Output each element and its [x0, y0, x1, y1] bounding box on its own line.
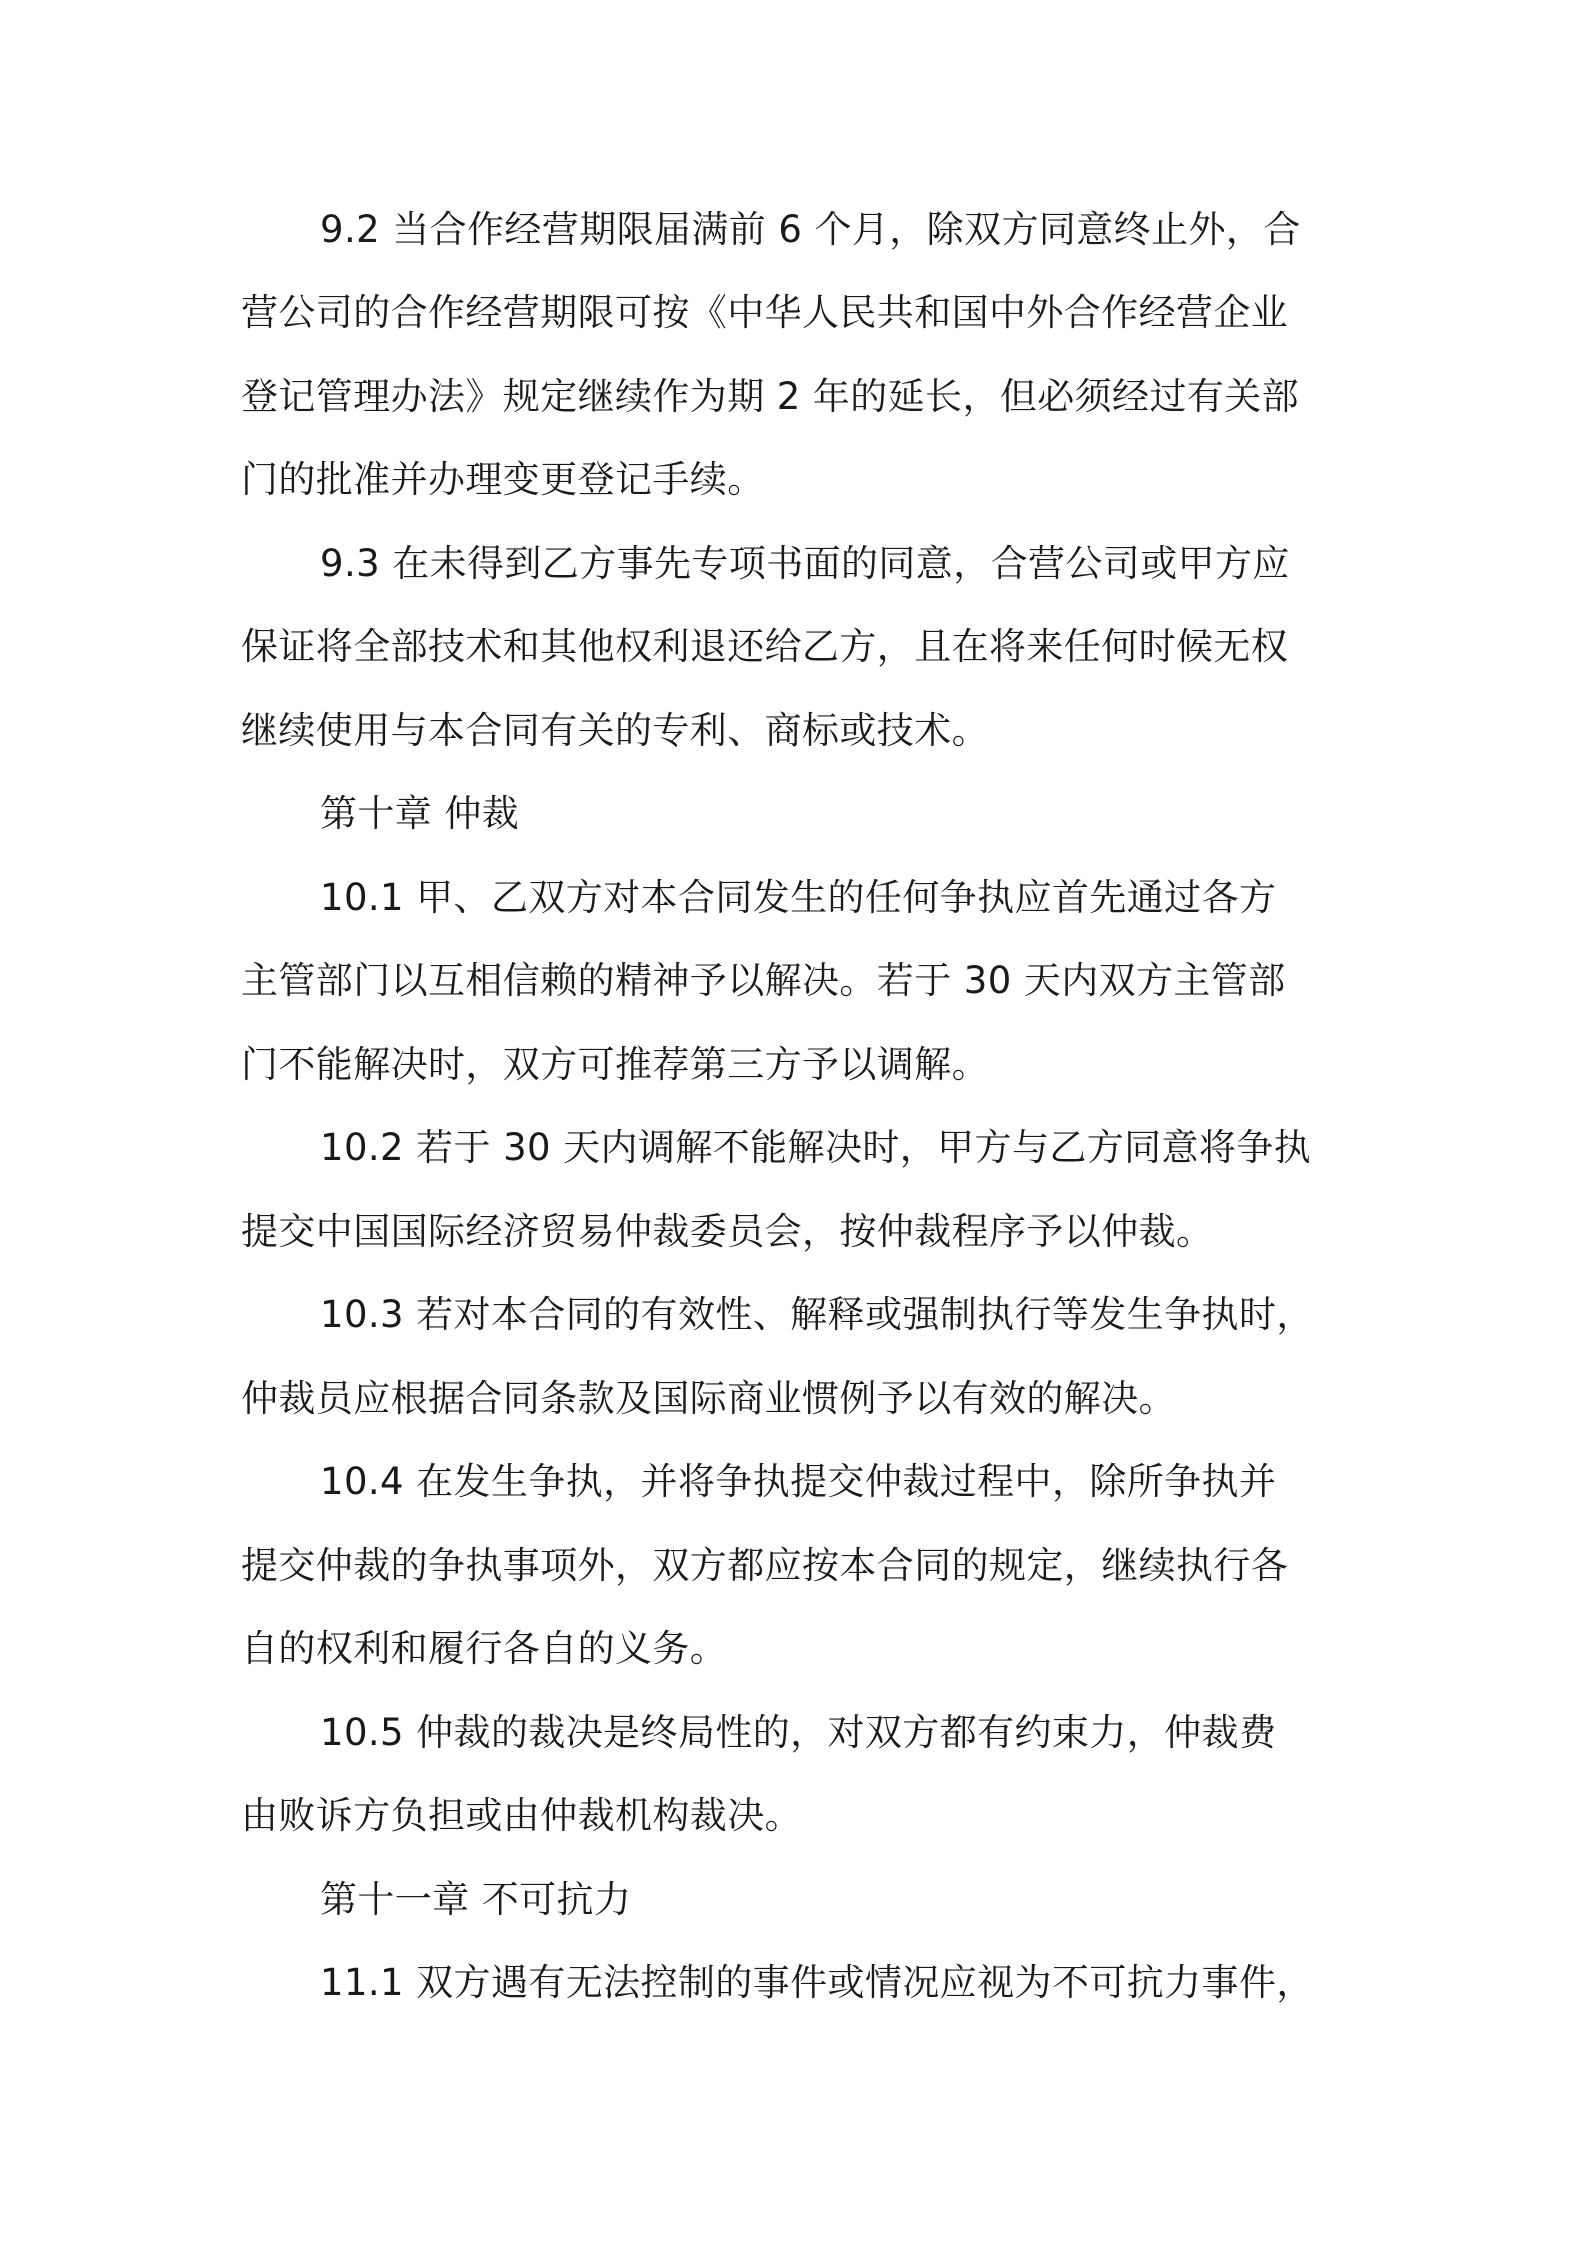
clause-10-1-line-1: 10.1 甲、乙双方对本合同发生的任何争执应首先通过各方 [320, 876, 1277, 919]
clause-9-2-line-1: 9.2 当合作经营期限届满前 6 个月，除双方同意终止外，合 [320, 208, 1301, 251]
clause-9-3-line-1: 9.3 在未得到乙方事先专项书面的同意，合营公司或甲方应 [320, 542, 1290, 585]
chapter-11-heading: 第十一章 不可抗力 [320, 1878, 632, 1921]
clause-10-4-line-2: 提交仲裁的争执事项外，双方都应按本合同的规定，继续执行各 [241, 1544, 1289, 1587]
clause-10-3-line-2: 仲裁员应根据合同条款及国际商业惯例予以有效的解决。 [241, 1377, 1176, 1420]
clause-10-2-line-1: 10.2 若于 30 天内调解不能解决时，甲方与乙方同意将争执 [320, 1126, 1312, 1169]
clause-10-1-line-3: 门不能解决时，双方可推荐第三方予以调解。 [241, 1043, 989, 1086]
clause-10-4-line-3: 自的权利和履行各自的义务。 [241, 1627, 728, 1670]
clause-10-3-line-1: 10.3 若对本合同的有效性、解释或强制执行等发生争执时， [320, 1293, 1314, 1336]
clause-9-3-line-2: 保证将全部技术和其他权利退还给乙方，且在将来任何时候无权 [241, 625, 1289, 668]
clause-10-4-line-1: 10.4 在发生争执，并将争执提交仲裁过程中，除所争执并 [320, 1460, 1277, 1503]
clause-9-2-line-4: 门的批准并办理变更登记手续。 [241, 458, 765, 501]
clause-10-1-line-2: 主管部门以互相信赖的精神予以解决。若于 30 天内双方主管部 [241, 959, 1286, 1002]
clause-9-3-line-3: 继续使用与本合同有关的专利、商标或技术。 [241, 709, 989, 752]
clause-9-2-line-3: 登记管理办法》规定继续作为期 2 年的延长，但必须经过有关部 [241, 375, 1300, 418]
clause-10-5-line-1: 10.5 仲裁的裁决是终局性的，对双方都有约束力，仲裁费 [320, 1711, 1277, 1754]
clause-9-2-line-2: 营公司的合作经营期限可按《中华人民共和国中外合作经营企业 [241, 291, 1289, 334]
clause-10-5-line-2: 由败诉方负担或由仲裁机构裁决。 [241, 1794, 802, 1837]
clause-11-1-line-1: 11.1 双方遇有无法控制的事件或情况应视为不可抗力事件， [320, 1961, 1314, 2004]
chapter-10-heading: 第十章 仲裁 [320, 792, 520, 835]
clause-10-2-line-2: 提交中国国际经济贸易仲裁委员会，按仲裁程序予以仲裁。 [241, 1210, 1214, 1253]
